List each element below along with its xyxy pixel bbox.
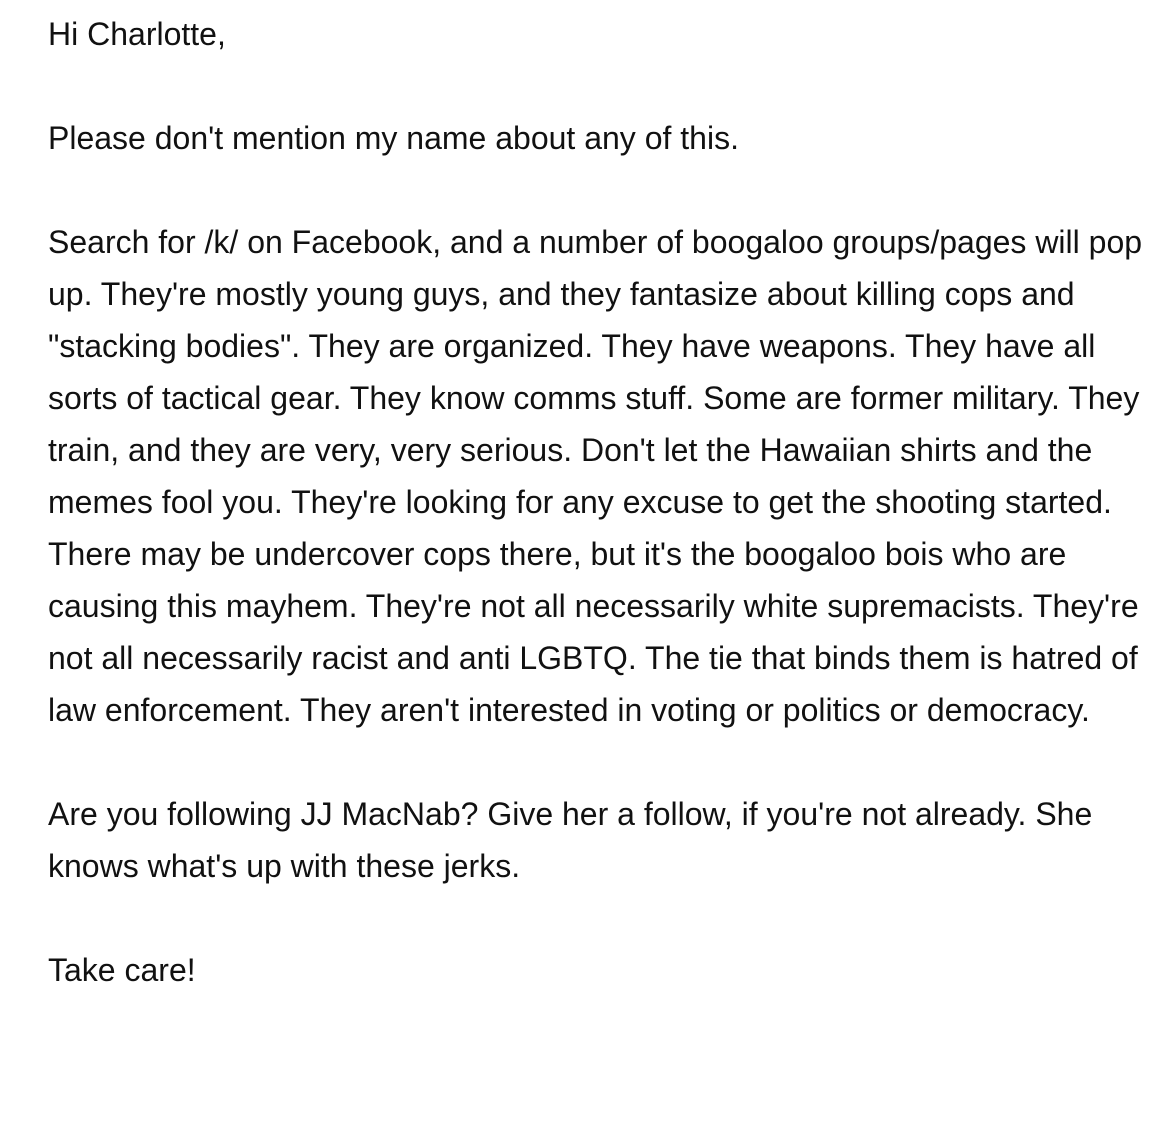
email-paragraph-request: Please don't mention my name about any of this. — [48, 120, 739, 156]
email-greeting: Hi Charlotte, — [48, 16, 226, 52]
email-paragraph-recommendation: Are you following JJ MacNab? Give her a follow, if you're not already. She knows what's up with these jerks. — [48, 796, 1093, 884]
email-closing: Take care! — [48, 952, 196, 988]
email-paragraph-main: Search for /k/ on Facebook, and a number of boogaloo groups/pages will pop up. They're mostly young guys, and they fantasize about killing cops and "stacking bodies". They are organized. They have weapons. They have all sorts of tactical gear. They know comms stuff. Some are former military. They train, and they are very, very serious. Don't let the Hawaiian shirts and the memes fool you. They're looking for any excuse to get the shooting started. There may be undercover cops there, but it's the boogaloo bois who are causing this mayhem. They're not all necessarily white supremacists. They're not all necessarily racist and anti LGBTQ. The tie that binds them is hatred of law enforcement. They aren't interested in voting or politics or democracy. — [48, 224, 1143, 728]
email-body — [48, 8, 1158, 996]
